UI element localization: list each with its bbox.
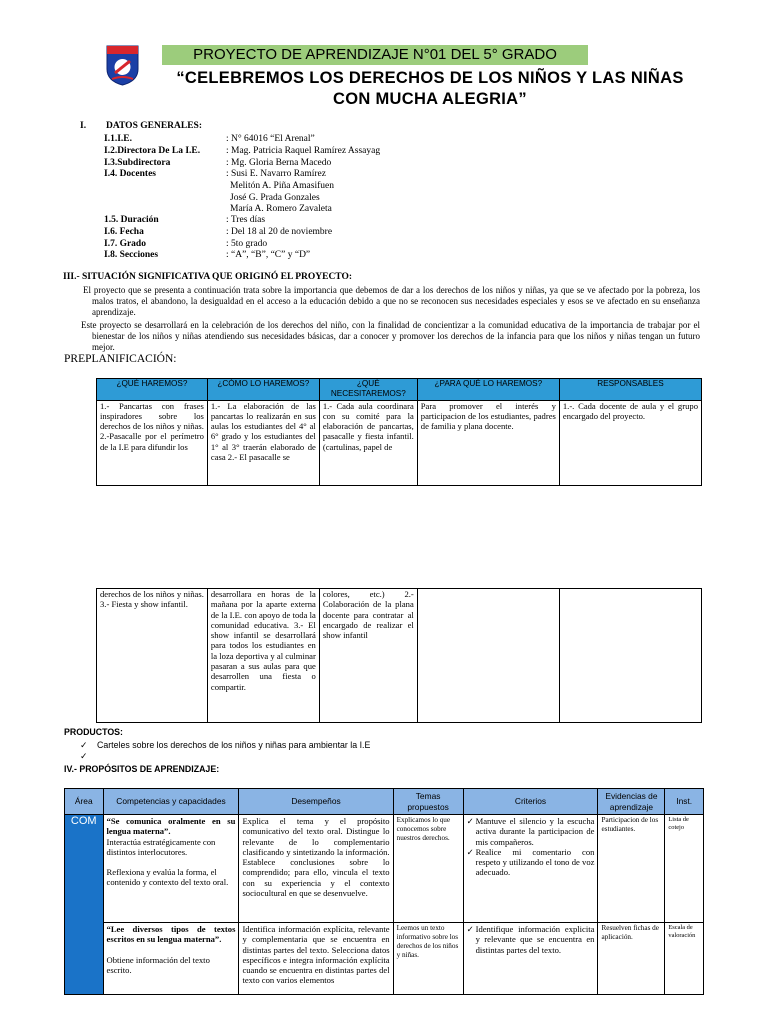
checkmark-icon: ✓ (466, 924, 474, 934)
docente-name: Melitón A. Piña Amasifuen (230, 181, 334, 191)
general-row (104, 226, 332, 238)
evidencia-cell: Resuelven fichas de aplicación. (598, 923, 665, 995)
general-row (104, 133, 315, 145)
checkmark-icon: ✓ (466, 846, 474, 857)
table-header-row (65, 789, 704, 815)
preplanificacion-title: PREPLANIFICACIÓN: (64, 353, 177, 365)
docente-name: María A. Romero Zavaleta (230, 204, 332, 214)
criterio-text: Identifique información explicita y relevante que se encuentra en distintas partes del texto. (475, 924, 595, 955)
project-title (150, 68, 710, 110)
situacion-paragraph-1: El proyecto que se presenta a continuación trata sobre la importancia que debemos de dar a los derechos de los niños y niñas, ya que se ve afectado por la pobreza, los malos tratos, el abandono, la desigualdad en el acceso a la educación debido a que no se reconocen sus necesidades especiales y esos se ve afectado en su enseñanza aprendizaje. (83, 285, 700, 318)
competencia-title: “Lee diversos tipos de textos escritos en su lengua materna”. (106, 924, 236, 945)
cell-que-haremos: 1.- Pancartas con frases inspiradores sobre los derechos de los niños y niñas. 2.-Pasacalle por el perímetro de la I.E para difundir los (97, 400, 208, 485)
evidencia-cell: Participacion de los estudiantes. (598, 815, 665, 923)
instrumento-cell: Escala de valoración (665, 923, 704, 995)
criterios-cell (463, 923, 598, 995)
general-value: : 5to grado (226, 239, 268, 249)
competencia-title: “Se comunica oralmente en su lengua materna”. (106, 816, 236, 837)
title-line-1: “CELEBREMOS LOS DERECHOS DE LOS NIÑOS Y LAS NIÑAS (176, 69, 684, 87)
tema-cell: Leemos un texto informativo sobre los derechos de los niños y niñas. (393, 923, 463, 995)
competencia-cell (103, 923, 239, 995)
capacidad-text: Interactúa estratégicamente con distintos interlocutores. (106, 836, 216, 857)
general-row (104, 249, 310, 261)
general-value: : “A”, “B”, “C” y “D” (226, 250, 311, 260)
criterio-item (467, 924, 595, 955)
cell-para-que: Para promover el interés y participacion de los estudiantes, padres de familia y plana docente. (417, 400, 559, 485)
general-label: I.1.I.E. (104, 134, 132, 144)
header-responsables: RESPONSABLES (559, 379, 701, 401)
checkmark-icon: ✓ (80, 740, 88, 750)
table-row (65, 815, 704, 923)
header-area: Área (65, 789, 104, 815)
cell-para-que (417, 589, 559, 723)
header-que-necesitaremos: ¿QUÉ NECESITAREMOS? (319, 379, 417, 401)
table-row (97, 589, 702, 723)
cell-como-lo-haremos: desarrollara en horas de la mañana por la aparte externa de la I.E. con apoyo de toda la comunidad educativa. 3.- El show infantil se desarrollará para todos los estudiantes en la loza deportiva y al culminar pasaran a sus aulas para que desarrollen una fiesta o compartir. (207, 589, 319, 723)
header-competencias: Competencias y capacidades (103, 789, 239, 815)
general-value: : Mg. Gloria Berna Macedo (226, 158, 332, 168)
general-value: : N° 64016 “El Arenal” (226, 134, 315, 144)
criterio-item (467, 816, 595, 847)
header-que-haremos: ¿QUÉ HAREMOS? (97, 379, 208, 401)
header-desempenos: Desempeños (239, 789, 393, 815)
general-label: I.7. Grado (104, 239, 146, 249)
criterio-item (467, 847, 595, 878)
cell-responsables: 1.-. Cada docente de aula y el grupo encargado del proyecto. (559, 400, 701, 485)
cell-que-necesitaremos: 1.- Cada aula coordinara con su comité para la elaboración de pancartas, pasacalle y fiesta infantil. (cartulinas, papel de (319, 400, 417, 485)
producto-item (80, 740, 370, 751)
preplanificacion-table-part-1 (96, 378, 702, 486)
preplanificacion-table-part-2 (96, 588, 702, 723)
general-value: : Mag. Patricia Raquel Ramírez Assayag (226, 146, 381, 156)
general-label: I.8. Secciones (104, 250, 159, 260)
propositos-table (64, 788, 704, 995)
header-inst: Inst. (665, 789, 704, 815)
school-logo (106, 45, 139, 86)
section-number: I. (80, 121, 87, 131)
general-label: I.2.Directora De La I.E. (104, 146, 201, 156)
section-datos-generales (80, 121, 202, 131)
general-value: : Susi E. Navarro Ramírez (226, 169, 326, 179)
general-label: I.6. Fecha (104, 227, 144, 237)
desempeno-cell: Explica el tema y el propósito comunicativo del texto oral. Distingue lo relevante de lo complementario clasificando y sintetizando la información. Establece conclusiones sobre lo comprendido; para ello, vincula el texto con su experiencia y el contexto sociocultural en que se desenvuelve. (239, 815, 393, 923)
project-banner: PROYECTO DE APRENDIZAJE N°01 DEL 5° GRADO (162, 45, 588, 65)
desempeno-cell: Identifica información explícita, relevante y complementaria que se encuentra en distintas partes del texto. Selecciona datos específicos e integra información explícita cuando se encuentra en distintas partes del texto con varios elementos (239, 923, 393, 995)
table-row (65, 923, 704, 995)
general-row (104, 168, 326, 180)
general-value: : Tres días (226, 215, 266, 225)
tema-cell: Explicamos lo que conocemos sobre nuestros derechos. (393, 815, 463, 923)
table-row (97, 400, 702, 485)
header-para-que: ¿PARA QUÉ LO HAREMOS? (417, 379, 559, 401)
general-row (104, 214, 265, 226)
checkmark-icon: ✓ (80, 751, 88, 761)
table-header-row (97, 379, 702, 401)
competencia-cell (103, 815, 239, 923)
cell-como-lo-haremos: 1.- La elaboración de las pancartas lo realizarán en sus aulas los estudiantes del 4° al 6° grado y los estudiantes del 1° al 3° traerán elaborado de casa 2.- El pasacalle se (207, 400, 319, 485)
section-situacion-title: III.- SITUACIÓN SIGNIFICATIVA QUE ORIGINÓ EL PROYECTO: (63, 272, 353, 282)
header-criterios: Criterios (463, 789, 598, 815)
general-label: I.3.Subdirectora (104, 158, 171, 168)
producto-item (80, 751, 97, 762)
capacidad-text: Obtiene información del texto escrito. (106, 954, 210, 975)
capacidad-text: Reflexiona y evalúa la forma, el contenido y contexto del texto oral. (106, 867, 229, 888)
general-label: 1.5. Duración (104, 215, 159, 225)
area-cell: COM (65, 815, 104, 995)
criterio-text: Mantuve el silencio y la escucha activa durante la participacion de mis compañeros. (475, 816, 595, 847)
general-row (104, 145, 380, 157)
cell-responsables (559, 589, 701, 723)
cell-que-necesitaremos: colores, etc.) 2.- Colaboración de la plana docente para contratar al encargado de realizar el show infantil (319, 589, 417, 723)
propositos-title: IV.- PROPÓSITOS DE APRENDIZAJE: (64, 764, 220, 774)
header-como-lo-haremos: ¿CÓMO LO HAREMOS? (207, 379, 319, 401)
situacion-paragraph-2: Este proyecto se desarrollará en la celebración de los derechos del niño, con la finalidad de concientizar a la comunidad educativa de la importancia de trabajar por el bienestar de los niños y niñas atendiendo sus necesidades básicas, dar a conocer y promover los derechos de la infancia para que los niños y niñas tengan un futuro mejor. (81, 320, 700, 353)
instrumento-cell: Lista de cotejo (665, 815, 704, 923)
section-title: DATOS GENERALES: (106, 121, 202, 131)
cell-que-haremos: derechos de los niños y niñas. 3.- Fiesta y show infantil. (97, 589, 208, 723)
docente-name: José G. Prada Gonzales (230, 193, 320, 203)
general-value: : Del 18 al 20 de noviembre (226, 227, 333, 237)
criterio-text: Realice mi comentario con respeto y utilizando el tono de voz adecuado. (475, 846, 595, 878)
productos-title: PRODUCTOS: (64, 727, 123, 737)
header-temas: Temas propuestos (393, 789, 463, 815)
title-line-2: CON MUCHA ALEGRIA” (333, 90, 527, 108)
checkmark-icon: ✓ (466, 816, 474, 826)
producto-text: Carteles sobre los derechos de los niños y niñas para ambientar la I.E (97, 740, 371, 750)
criterios-cell (463, 815, 598, 923)
header-evidencias: Evidencias de aprendizaje (598, 789, 665, 815)
general-label: I.4. Docentes (104, 169, 156, 179)
